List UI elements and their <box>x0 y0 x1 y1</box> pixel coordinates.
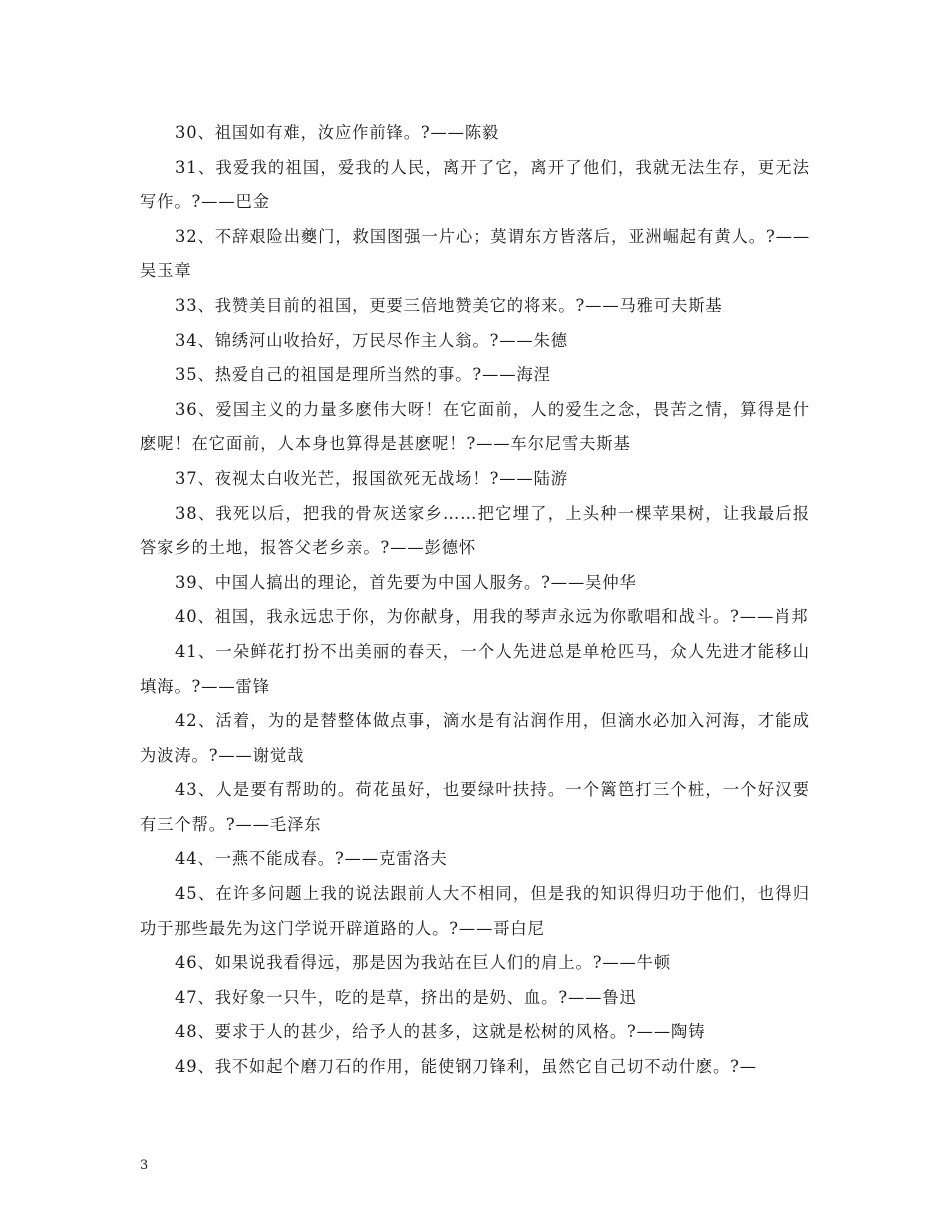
quote-paragraph-47: 47、我好象一只牛，吃的是草，挤出的是奶、血。?——鲁迅 <box>175 987 637 1007</box>
quote-paragraph-36: 36、爱国主义的力量多麽伟大呀！在它面前，人的爱生之念，畏苦之情，算得是什麽呢！在它面前，人本身也算得是甚麽呢！?——车尔尼雪夫斯基 <box>140 399 810 454</box>
quote-list <box>140 116 810 1085</box>
quote-paragraph-30: 30、祖国如有难，汝应作前锋。?——陈毅 <box>175 123 500 142</box>
quote-paragraph-41: 41、一朵鲜花打扮不出美丽的春天，一个人先进总是单枪匹马，众人先进才能移山填海。?——雷锋 <box>140 641 810 696</box>
quote-paragraph-40: 40、祖国，我永远忠于你，为你献身，用我的琴声永远为你歌唱和战斗。?——肖邦 <box>175 607 809 627</box>
quote-paragraph-33: 33、我赞美目前的祖国，更要三倍地赞美它的将来。?——马雅可夫斯基 <box>175 295 723 315</box>
quote-paragraph-42: 42、活着，为的是替整体做点事，滴水是有沾润作用，但滴水必加入河海，才能成为波涛。?——谢觉哉 <box>140 711 810 765</box>
quote-paragraph-44: 44、一燕不能成春。?——克雷洛夫 <box>175 849 448 869</box>
quote-paragraph-48: 48、要求于人的甚少，给予人的甚多，这就是松树的风格。?——陶铸 <box>175 1022 706 1042</box>
quote-paragraph-35: 35、热爱自己的祖国是理所当然的事。?——海涅 <box>175 365 551 385</box>
quote-paragraph-38: 38、我死以后，把我的骨灰送家乡……把它埋了，上头种一棵苹果树，让我最后报答家乡的土地，报答父老乡亲。?——彭德怀 <box>140 503 810 558</box>
quote-paragraph-46: 46、如果说我看得远，那是因为我站在巨人们的肩上。?——牛顿 <box>175 953 672 973</box>
quote-paragraph-49: 49、我不如起个磨刀石的作用，能使钢刀锋利，虽然它自己切不动什麽。?— <box>175 1057 757 1077</box>
page-number: 3 <box>140 1158 149 1173</box>
quote-paragraph-31: 31、我爱我的祖国，爱我的人民，离开了它，离开了他们，我就无法生存，更无法写作。?——巴金 <box>140 157 810 212</box>
quote-paragraph-39: 39、中国人搞出的理论，首先要为中国人服务。?——吴仲华 <box>175 572 637 592</box>
quote-paragraph-45: 45、在许多问题上我的说法跟前人大不相同，但是我的知识得归功于他们，也得归功于那些最先为这门学说开辟道路的人。?——哥白尼 <box>140 884 810 938</box>
quote-paragraph-37: 37、夜视太白收光芒，报国欲死无战场！?——陆游 <box>175 468 568 488</box>
quote-paragraph-43: 43、人是要有帮助的。荷花虽好，也要绿叶扶持。一个篱笆打三个桩，一个好汉要有三个帮。?——毛泽东 <box>140 780 810 834</box>
quote-paragraph-32: 32、不辞艰险出夔门，救国图强一片心；莫谓东方皆落后，亚洲崛起有黄人。?——吴玉章 <box>140 226 810 281</box>
quote-paragraph-34: 34、锦绣河山收拾好，万民尽作主人翁。?——朱德 <box>175 330 568 350</box>
